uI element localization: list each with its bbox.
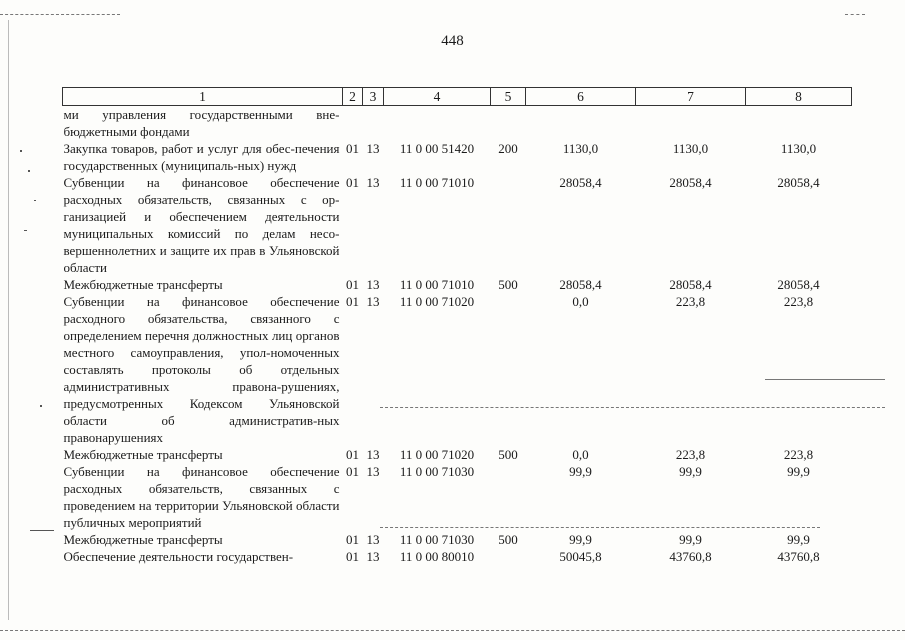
cell-col-6: 99,9 — [569, 464, 592, 479]
table-row — [63, 276, 852, 293]
cell-col-6 — [526, 106, 636, 141]
cell-col-5 — [491, 174, 526, 276]
cell-col-6: 50045,8 — [559, 549, 602, 564]
cell-col-6: 99,9 — [569, 532, 592, 547]
header-col-2: 2 — [343, 88, 363, 106]
table-row — [63, 174, 852, 276]
cell-col-8: 99,9 — [787, 532, 810, 547]
cell-col-5 — [491, 293, 526, 446]
cell-col-7: 28058,4 — [669, 175, 712, 190]
cell-col-7: 1130,0 — [672, 141, 709, 156]
cell-col-6: 0,0 — [572, 294, 589, 309]
cell-col-4: 11 0 00 71020 — [399, 447, 475, 462]
cell-col-4: 11 0 00 71030 — [399, 532, 475, 547]
header-col-6: 6 — [526, 88, 636, 106]
cell-col-4: 11 0 00 71010 — [399, 277, 475, 292]
cell-col-2: 01 — [346, 447, 359, 462]
cell-col-4 — [384, 106, 491, 141]
cell-col-3: 13 — [366, 175, 380, 190]
cell-col-3 — [363, 106, 384, 141]
cell-col-7: 223,8 — [675, 447, 706, 462]
table-row — [63, 531, 852, 548]
cell-col-2: 01 — [346, 294, 359, 309]
cell-col-5 — [491, 463, 526, 531]
cell-col-3: 13 — [366, 141, 380, 156]
row-name: Субвенции на финансовое обеспечение расходных обязательств, связанных с ор-ганизацией и обеспечением деятельности муниципальных комиссий по делам несо-вершеннолетних и защите их прав в Ульяновской области — [63, 175, 340, 275]
cell-col-8 — [746, 106, 852, 141]
scan-speck — [28, 170, 30, 172]
cell-col-5 — [491, 106, 526, 141]
row-name: Межбюджетные трансферты — [63, 277, 223, 292]
page-number: 448 — [441, 33, 464, 49]
header-col-7: 7 — [636, 88, 746, 106]
cell-col-8: 1130,0 — [780, 141, 817, 156]
cell-col-2: 01 — [346, 532, 359, 547]
row-name: Субвенции на финансовое обеспечение расходных обязательств, связанных с проведением на территории Ульяновской области публичных мероприятий — [63, 464, 340, 530]
cell-col-3: 13 — [366, 277, 380, 292]
cell-col-4: 11 0 00 71010 — [399, 175, 475, 190]
cell-col-2: 01 — [346, 464, 359, 479]
cell-col-6: 28058,4 — [559, 175, 602, 190]
budget-table — [62, 87, 852, 565]
header-col-4: 4 — [384, 88, 491, 106]
cell-col-5: 500 — [498, 277, 518, 292]
scan-artifact-line — [765, 379, 885, 380]
table-row — [63, 446, 852, 463]
cell-col-5 — [491, 548, 526, 565]
cell-col-4: 11 0 00 71020 — [399, 294, 475, 309]
cell-col-8: 28058,4 — [777, 277, 820, 292]
cell-col-7: 43760,8 — [669, 549, 712, 564]
cell-col-8: 28058,4 — [777, 175, 820, 190]
cell-col-8: 223,8 — [783, 294, 814, 309]
table-row — [63, 293, 852, 446]
row-name: Обеспечение деятельности государствен- — [63, 549, 294, 564]
header-col-3: 3 — [363, 88, 384, 106]
cell-col-8: 43760,8 — [777, 549, 820, 564]
scan-speck — [24, 230, 27, 231]
cell-col-6: 28058,4 — [559, 277, 602, 292]
row-name: Субвенции на финансовое обеспечение расходного обязательства, связанного с определением перечня должностных лиц органов местного самоуправления, упол-номоченных составлять протоколы об отдельных административных правона-рушениях, предусмотренных Кодексом Ульяновской области об административ-ных правонарушениях — [63, 294, 340, 445]
cell-col-7: 99,9 — [679, 464, 702, 479]
cell-col-7: 223,8 — [675, 294, 706, 309]
scan-speck — [34, 200, 36, 201]
scan-speck — [8, 20, 9, 620]
cell-col-3: 13 — [366, 532, 380, 547]
cell-col-3: 13 — [366, 549, 380, 564]
scan-artifact-line — [0, 14, 120, 15]
cell-col-4: 11 0 00 51420 — [399, 141, 475, 156]
cell-col-2: 01 — [346, 141, 359, 156]
scan-speck — [40, 405, 42, 407]
row-name: Закупка товаров, работ и услуг для обес-печения государственных (муниципаль-ных) нужд — [63, 141, 340, 173]
row-name: Межбюджетные трансферты — [63, 532, 223, 547]
cell-col-2 — [343, 106, 363, 141]
cell-col-7: 99,9 — [679, 532, 702, 547]
header-col-5: 5 — [491, 88, 526, 106]
header-row — [63, 88, 852, 106]
row-name: Межбюджетные трансферты — [63, 447, 223, 462]
cell-col-8: 99,9 — [787, 464, 810, 479]
header-col-8: 8 — [746, 88, 852, 106]
header-col-1: 1 — [63, 88, 343, 106]
table-row — [63, 106, 852, 141]
cell-col-2: 01 — [346, 549, 359, 564]
cell-col-5: 500 — [498, 532, 518, 547]
scan-artifact-line — [380, 527, 820, 528]
table-row — [63, 548, 852, 565]
row-name: ми управления государственными вне-бюджетными фондами — [63, 107, 340, 139]
table-row — [63, 463, 852, 531]
table-row — [63, 140, 852, 174]
cell-col-4: 11 0 00 80010 — [399, 549, 475, 564]
cell-col-3: 13 — [366, 447, 380, 462]
cell-col-6: 1130,0 — [562, 141, 599, 156]
scan-artifact-line — [380, 407, 885, 408]
cell-col-3: 13 — [366, 464, 380, 479]
cell-col-8: 223,8 — [783, 447, 814, 462]
cell-col-2: 01 — [346, 175, 359, 190]
scan-artifact-line — [0, 630, 905, 631]
cell-col-7 — [636, 106, 746, 141]
scan-speck — [20, 150, 22, 152]
cell-col-2: 01 — [346, 277, 359, 292]
scan-artifact-line — [845, 14, 865, 15]
cell-col-5: 200 — [498, 141, 518, 156]
cell-col-6: 0,0 — [572, 447, 589, 462]
scan-speck — [30, 530, 54, 531]
cell-col-5: 500 — [498, 447, 518, 462]
cell-col-4: 11 0 00 71030 — [399, 464, 475, 479]
cell-col-7: 28058,4 — [669, 277, 712, 292]
cell-col-3: 13 — [366, 294, 380, 309]
